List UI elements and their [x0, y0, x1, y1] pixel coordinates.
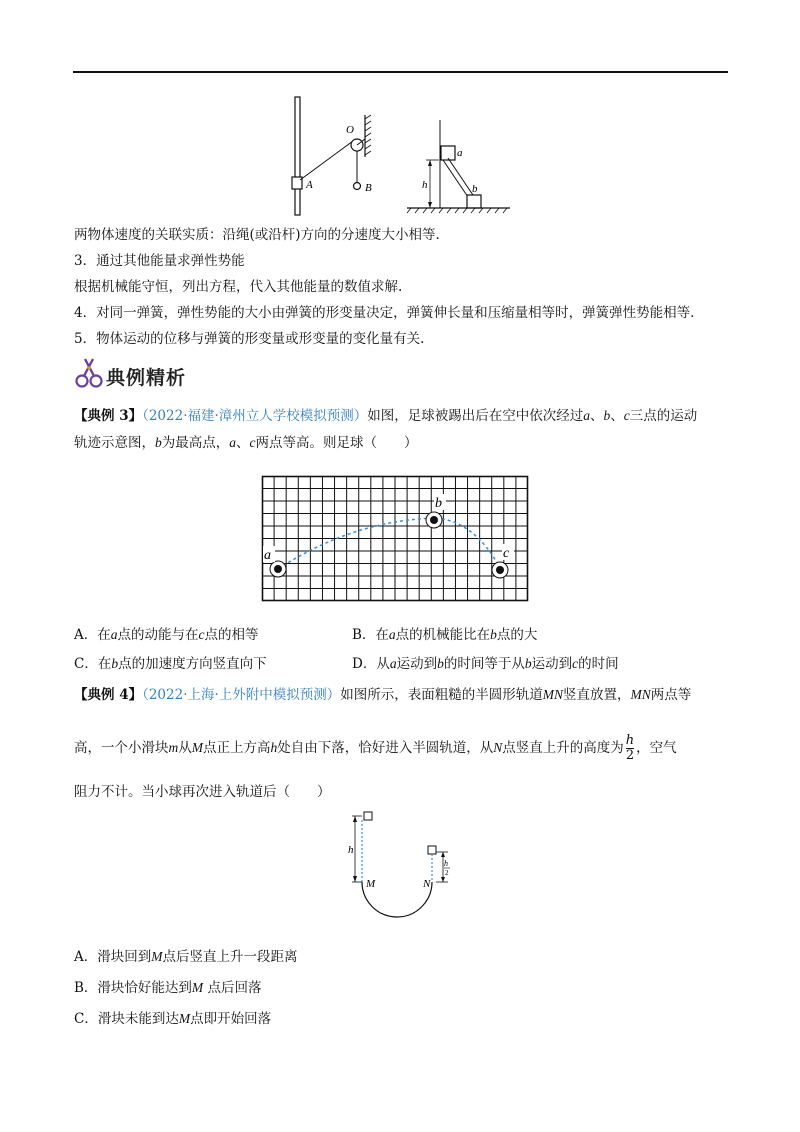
football-icon [426, 512, 442, 528]
para-conservation: 根据机械能守恒，列出方程，代入其他能量的数值求解. [74, 279, 403, 295]
ex4-source: （2022·上海·上外附中模拟预测） [142, 687, 341, 703]
fig2-label-b: b [472, 183, 478, 195]
ex3-text: 如图，足球被踢出后在空中依次经过 [367, 408, 584, 424]
ex3-text: 轨迹示意图， [74, 435, 155, 451]
ex3-text: 两点等高。则足球（ ） [255, 435, 418, 451]
fig2-label-h: h [422, 179, 428, 191]
track-label-h: h [348, 844, 354, 856]
var-c: c [249, 435, 256, 450]
var-a: a [583, 408, 591, 423]
fig1-label-b: B [365, 182, 372, 194]
grid-label-a: a [264, 548, 271, 563]
para-velocity: 两物体速度的关联实质：沿绳(或沿杆)方向的分速度大小相等. [74, 227, 440, 243]
football-icon [270, 561, 286, 577]
ex3-sep: 、 [610, 408, 624, 424]
ex4-line2: 高，一个小滑块m从M点正上方高h处自由下落，恰好进入半圆轨道，从N点竖直上升的高度为 $\frac{h}{2}$ ，空气 [74, 733, 677, 763]
pulley-figure [285, 95, 385, 220]
ex4-option-b[interactable]: B．滑块恰好能达到M 点后回落 [74, 980, 262, 996]
ex3-option-b[interactable]: B．在a点的机械能比在b点的大 [352, 627, 538, 643]
grid-label-b: b [435, 496, 442, 511]
ex3-line1 [74, 407, 697, 425]
var-b: b [603, 408, 611, 423]
ex3-option-d[interactable]: D．从a运动到b的时间等于从b运动到c的时间 [352, 656, 619, 672]
fraction-h-over-2: $\frac{h}{2}$ [625, 733, 635, 763]
ex3-source: （2022·福建·漳州立人学校模拟预测） [142, 408, 368, 424]
section-banner [74, 356, 204, 390]
fig1-label-a: A [306, 179, 313, 191]
banner-title: 典例精析 [106, 367, 187, 389]
para-heading-4: 4．对同一弹簧，弹性势能的大小由弹簧的形变量决定，弹簧伸长量和压缩量相等时，弹簧弹性势能相等. [74, 305, 695, 321]
var-a: a [229, 435, 236, 450]
grid-label-c: c [503, 546, 510, 561]
rod-blocks-figure [405, 110, 515, 215]
ex3-line2 [74, 434, 418, 452]
ex4-tag: 【典例 4】 [74, 687, 143, 703]
ex4-line1: 【典例 4】（2022·上海·上外附中模拟预测）如图所示，表面粗糙的半圆形轨道MN竖直放置，MN两点等 [74, 687, 692, 703]
semicircle-track-figure [340, 808, 460, 923]
ex3-tag: 【典例 3】 [74, 408, 143, 424]
fig1-label-o: O [346, 124, 354, 136]
para-heading-5: 5．物体运动的位移与弹簧的形变量或形变量的变化量有关. [74, 331, 425, 347]
ex4-line3: 阻力不计。当小球再次进入轨道后（ ） [74, 784, 331, 800]
scissors-icon [74, 356, 106, 390]
para-heading-3: 3．通过其他能量求弹性势能 [74, 253, 245, 269]
track-label-hh: h [444, 859, 448, 868]
ex3-sep: 、 [590, 408, 604, 424]
ex3-sep: 、 [236, 435, 250, 451]
ex3-option-a[interactable]: A．在a点的动能与在c点的相等 [74, 627, 259, 643]
track-label-m: M [366, 878, 376, 890]
ex3-text: 三点的运动 [629, 408, 698, 424]
ex4-option-a[interactable]: A．滑块回到M点后竖直上升一段距离 [74, 949, 298, 965]
track-label-2: 2 [445, 869, 449, 877]
var-c: c [623, 408, 630, 423]
header-rule [73, 71, 728, 73]
var-b: b [155, 435, 162, 450]
football-trajectory-figure [262, 476, 528, 601]
football-icon [492, 562, 508, 578]
fig2-label-a: a [457, 147, 463, 159]
track-label-n: N [423, 878, 431, 890]
ex3-option-c[interactable]: C．在b点的加速度方向竖直向下 [74, 656, 267, 672]
ex3-text: 为最高点， [161, 435, 230, 451]
ex4-option-c[interactable]: C．滑块未能到达M点即开始回落 [74, 1011, 272, 1027]
